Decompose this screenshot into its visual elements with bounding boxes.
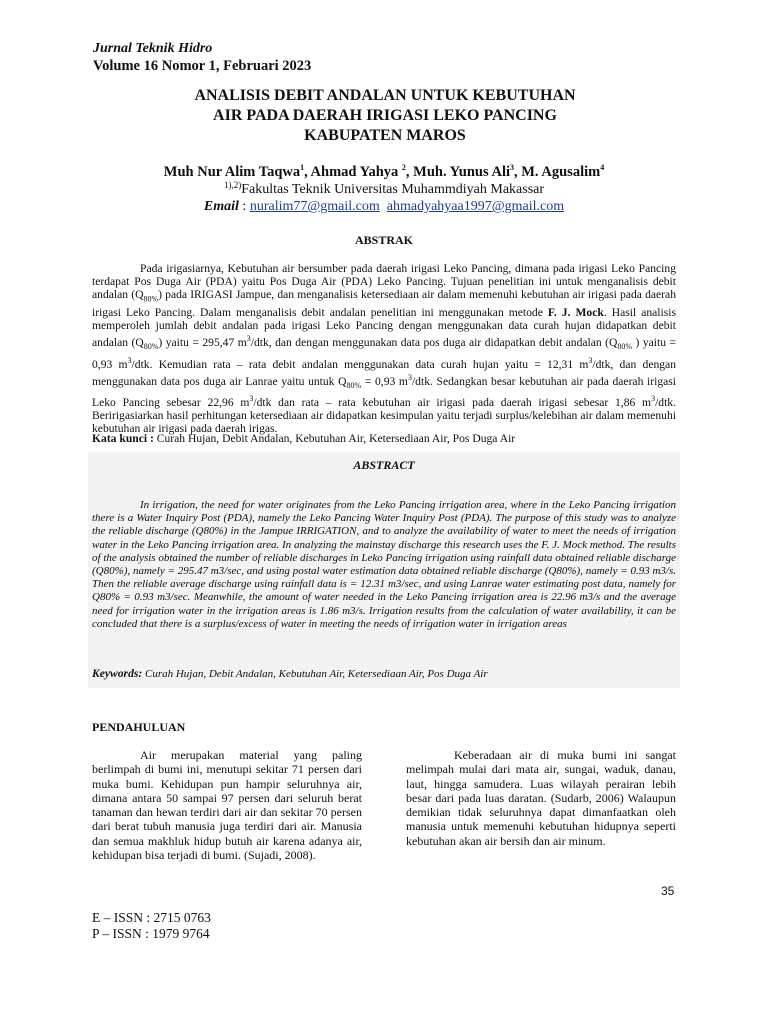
abstrak-text: /dtk, dan dengan menggunakan data pos duga air didapatkan debit andalan (Q: [250, 336, 618, 350]
section-heading: PENDAHULUAN: [92, 720, 186, 734]
author-name: , Muh. Yunus Ali: [405, 163, 510, 180]
keywords-text: Curah Hujan, Debit Andalan, Kebutuhan Air, Ketersediaan Air, Pos Duga Air: [142, 668, 488, 680]
abstrak-text: = 0,93 m: [361, 374, 408, 388]
abstract-heading: ABSTRACT: [353, 458, 415, 472]
abstrak-body: [92, 262, 676, 436]
abstrak-sub: 80%: [143, 294, 159, 304]
title-line: ANALISIS DEBIT ANDALAN UNTUK KEBUTUHAN: [194, 87, 576, 104]
author-name: Muh Nur Alim Taqwa: [163, 163, 301, 180]
email-label: Email: [203, 199, 239, 214]
abstrak-text: . Hasil analisis memperoleh jumlah debit andalan pada irigasi Leko Pancing dengan menggunakan data curah hujan didapatkan debit andalan (Q: [92, 305, 676, 350]
abstrak-sub: 80%: [346, 380, 362, 390]
author-sup: 3: [510, 163, 514, 172]
abstract-body: [92, 499, 676, 631]
author-name: , M. Agusalim: [514, 163, 601, 180]
abstrak-text: ) yaitu = 295,47 m: [158, 336, 247, 350]
email-line: [60, 199, 708, 215]
abstrak-text: /dtk, dan dengan menggunakan data pos duga air Lanrae yaitu untuk Q: [92, 357, 676, 388]
abstrak-sub: 80%: [143, 342, 159, 352]
abstrak-text: ) yaitu = 0,93 m: [92, 336, 677, 371]
abstrak-method: F. J. Mock: [547, 305, 604, 319]
affiliation-sup: 1),2): [223, 180, 242, 190]
p-issn: P – ISSN : 1979 9764: [92, 926, 210, 941]
author-list: [60, 163, 708, 181]
abstrak-sup: 3: [651, 394, 656, 404]
kata-kunci-text: Curah Hujan, Debit Andalan, Kebutuhan Air, Ketersediaan Air, Pos Duga Air: [153, 432, 516, 445]
abstrak-text: /dtk. Beririgasiarkan hasil perhitungan ketersediaan air didapatkan kesimpulan yaitu terjadi surplus/kelebihan air dalam memenuhi kebutuhan air irigasi pada daerah irigas.: [92, 396, 676, 436]
abstrak-sup: 3: [249, 394, 254, 404]
abstrak-paragraph: [92, 262, 676, 436]
affiliation: [60, 182, 708, 198]
abstrak-heading: ABSTRAK: [354, 233, 413, 247]
author-sup: 2: [401, 163, 406, 172]
body-paragraph: Keberadaan air di muka bumi ini sangat melimpah mulai dari mata air, sungai, waduk, danau, laut, hingga samudera. Luas wilayah perairan lebih besar dari pada luas daratan. (Sudarb, 2006) Walaupun demikian tidak seluruhnya dapat dimanfaatkan oleh manusia untuk memenuhi kebutuhan hidupnya seperti kebutuhan akan air bersih dan air minum.: [406, 748, 676, 848]
abstrak-sup: 3: [127, 355, 132, 365]
title-line: KABUPATEN MAROS: [304, 127, 466, 144]
email-link-2[interactable]: ahmadyahyaa1997@gmail.com: [386, 199, 565, 214]
abstrak-text: Pada irigasiarnya, Kebutuhan air bersumber pada daerah irigasi Leko Pancing, dimana pada irigasi Leko Pancing terdapat Pos Duga Air (PDA) yaitu Pos Duga Air (PDA) Leko Pancing. Tujuan penelitian ini untuk menganalisis debit andalan (Q: [92, 262, 676, 302]
affiliation-text: Fakultas Teknik Universitas Muhammdiyah Makassar: [241, 182, 545, 197]
abstract-paragraph: In irrigation, the need for water originates from the Leko Pancing irrigation area, where in the Leko Pancing irrigation there is a Water Inquiry Post (PDA), namely the Leko Pancing Water Inquiry Post (PDA). The purpose of this study was to analyze the reliable discharge (Q80%) in the Jampue IRRIGATION, and to analyze the availability of water to meet the needs of irrigation water in the Leko Pancing irrigation area. In analyzing the mainstay discharge this research uses the F. J. Mock method. The results of the analysis obtained the number of reliable discharges in Leko Pancing irrigation using rainfall data obtained reliable discharge (Q80%), namely = 295.47 m3/sec, and using postal water estimation data obtained reliable discharge (Q80%), namely = 0.93 m3/s. Then the reliable average discharge using rainfall data is = 12.31 m3/sec, and using Lanrae water estimating post data, namely for Q80% = 0.93 m3/sec. Meanwhile, the amount of water needed in the Leko Pancing irrigation area is 22.96 m3/s and the average need for irrigation water in the irrigation areas is 1.86 m3/s. Irrigation results from the calculation of water availability, it can be concluded that there is a surplus/excess of water in meeting the needs of irrigation water in irrigation areas: [92, 499, 676, 630]
journal-volume: Volume 16 Nomor 1, Februari 2023: [93, 58, 312, 74]
journal-name: Jurnal Teknik Hidro: [93, 41, 213, 56]
abstrak-text: /dtk. Sedangkan besar kebutuhan air pada daerah irigasi Leko Pancing sebesar 22,96 m: [92, 374, 676, 409]
keywords-label: Keywords:: [92, 667, 143, 680]
author-name: , Ahmad Yahya: [304, 163, 402, 180]
column-left: [92, 748, 362, 862]
abstrak-text: ) pada IRIGASI Jampue, dan menganalisis ketersediaan air dalam memenuhi kebutuhan air irigasi pada daerah irigasi Leko Pancing. Dalam menganalisis debit andalan penelitian ini menggunakan metode: [92, 288, 676, 319]
body-paragraph: Air merupakan material yang paling berlimpah di bumi ini, menutupi sekitar 71 persen dari muka bumi. Kehidupan pun hampir seluruhnya air, dimana antara 50 sampai 97 persen dari seluruh berat tanaman dan hewan terdiri dari air dan sekitar 70 persen dari berat tubuh manusia juga terdiri dari air. Manusia dan semua makhluk hidup butuh air karena adanya air, kehidupan bisa terjadi di bumi. (Sujadi, 2008).: [92, 748, 362, 863]
abstrak-sub: 80%: [617, 342, 633, 352]
kata-kunci-label: Kata kunci :: [92, 432, 154, 445]
abstrak-sup: 3: [407, 372, 412, 382]
e-issn: E – ISSN : 2715 0763: [92, 910, 211, 925]
abstrak-sup: 3: [588, 355, 593, 365]
abstrak-sup: 3: [246, 334, 251, 344]
email-link-1[interactable]: nuralim77@gmail.com: [249, 199, 380, 214]
abstrak-text: /dtk. Kemudian rata – rata debit andalan menggunakan data curah hujan yaitu = 12,31 m: [131, 357, 589, 371]
paper-title: [120, 86, 650, 146]
author-sup: 4: [600, 163, 605, 172]
abstrak-text: /dtk dan rata – rata kebutuhan air irigasi pada daerah irigasi sebesar 1,86 m: [253, 396, 652, 409]
kata-kunci: [92, 432, 676, 445]
author-sup: 1: [300, 163, 305, 172]
keywords: [92, 667, 676, 680]
column-right: [406, 748, 676, 848]
page-number: 35: [661, 884, 675, 898]
email-sep: :: [238, 199, 250, 214]
title-line: AIR PADA DAERAH IRIGASI LEKO PANCING: [213, 107, 557, 124]
